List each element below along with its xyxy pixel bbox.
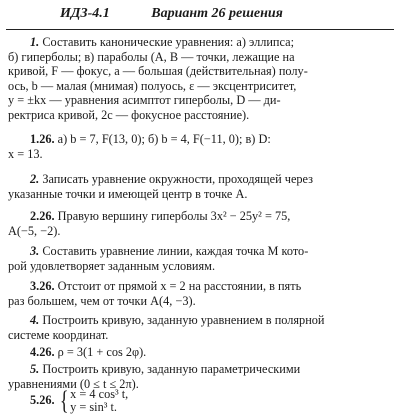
task-4-line-2: системе координат.	[8, 327, 109, 342]
task-3-number: 3.	[30, 244, 40, 258]
task-3-line-1: Составить уравнение линии, каждая точка M кото-	[42, 244, 309, 258]
answer-5	[8, 386, 392, 415]
answer-2-line-1: Правую вершину гиперболы 3x² − 25y² = 75,	[57, 209, 291, 223]
variant-title: Вариант 26 решения	[151, 6, 283, 21]
task-1-number: 1.	[30, 35, 40, 49]
task-3	[8, 244, 392, 273]
answer-5-number: 5.26.	[30, 392, 55, 407]
answer-3-line-1: Отстоит от прямой x = 2 на расстоянии, в пять	[57, 279, 302, 293]
answer-4-number: 4.26.	[30, 345, 55, 359]
answer-2	[8, 209, 392, 238]
answer-1-line-2: x = 13.	[8, 146, 43, 161]
answer-3	[8, 279, 392, 308]
answer-3-line-2: раз большем, чем от точки A(4, −3).	[8, 293, 196, 308]
answer-1-number: 1.26.	[30, 132, 55, 146]
answer-2-number: 2.26.	[30, 209, 55, 223]
answer-2-line-2: A(−5, −2).	[8, 223, 61, 238]
doc-title: ИДЗ-4.1	[60, 6, 110, 21]
task-4-number: 4.	[30, 313, 40, 327]
page-header	[60, 6, 283, 22]
answer-5-line-1: x = 4 cos³ t,	[70, 387, 129, 401]
task-5-line-2: уравнениями (0 ≤ t ≤ 2π).	[8, 376, 139, 391]
task-1	[8, 35, 392, 123]
answer-4-line-1: ρ = 3(1 + cos 2φ).	[57, 345, 147, 359]
task-1-line-4: ось, b — малая (мнимая) полуось, ε — эксцентриситет,	[8, 78, 297, 93]
task-2	[8, 172, 392, 201]
header-rule	[6, 29, 394, 30]
task-1-line-5: y = ±kx — уравнения асимптот гиперболы, D — ди-	[8, 93, 281, 108]
answer-3-number: 3.26.	[30, 279, 55, 293]
answer-1	[8, 132, 392, 161]
task-1-line-1: Составить канонические уравнения: а) эллипса;	[42, 35, 294, 49]
task-5-number: 5.	[30, 362, 40, 376]
task-1-line-6: ректриса кривой, 2c — фокусное расстояние).	[8, 107, 250, 122]
answer-5-line-2: y = sin³ t.	[70, 400, 117, 414]
answer-1-line-1: а) b = 7, F(13, 0); б) b = 4, F(−11, 0); в) D:	[57, 132, 271, 146]
answer-4	[8, 345, 392, 360]
task-2-line-1: Записать уравнение окружности, проходящей через	[42, 172, 314, 186]
task-1-line-2: б) гиперболы; в) параболы (A, B — точки, лежащие на	[8, 49, 295, 64]
answer-5-system	[58, 388, 129, 414]
task-5-line-1: Построить кривую, заданную параметрическими	[42, 362, 301, 376]
task-2-number: 2.	[30, 172, 40, 186]
task-4-line-1: Построить кривую, заданную уравнением в полярной	[42, 313, 325, 327]
task-2-line-2: указанные точки и имеющей центр в точке A.	[8, 186, 248, 201]
task-1-line-3: кривой, F — фокус, a — большая (действительная) полу-	[8, 64, 308, 79]
brace-icon: {	[59, 386, 69, 415]
task-3-line-2: рой удовлетворяет заданным условиям.	[8, 258, 216, 273]
task-4	[8, 313, 392, 342]
